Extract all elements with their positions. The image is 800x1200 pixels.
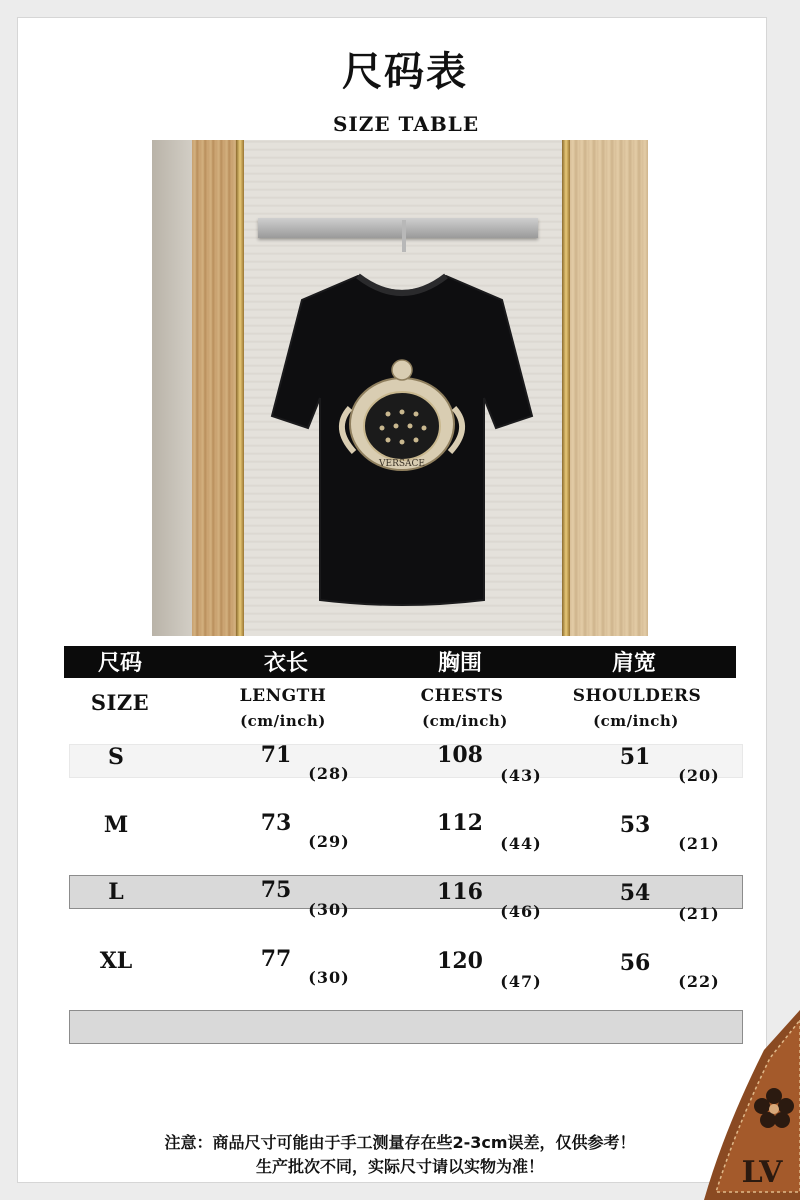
length-cm: 73 bbox=[260, 810, 292, 836]
shoulder-inch: (20) bbox=[678, 766, 720, 785]
length-inch: (30) bbox=[308, 900, 350, 919]
length-inch: (28) bbox=[308, 764, 350, 783]
table-row-size: S bbox=[108, 744, 124, 770]
shoulder-cm: 56 bbox=[619, 950, 651, 976]
header-chest-unit: (cm/inch) bbox=[422, 712, 508, 730]
chest-cm: 108 bbox=[437, 742, 483, 768]
crest-brand-text: VERSACE bbox=[379, 459, 425, 469]
chest-inch: (44) bbox=[500, 834, 542, 853]
header-chest-cn: 胸围 bbox=[437, 651, 482, 676]
header-shoulder-cn: 肩宽 bbox=[611, 651, 656, 676]
chest-cm: 112 bbox=[437, 810, 483, 836]
chest-cm: 120 bbox=[437, 948, 483, 974]
header-size-cn: 尺码 bbox=[97, 651, 142, 676]
length-cm: 71 bbox=[260, 742, 292, 768]
header-length-unit: (cm/inch) bbox=[240, 712, 326, 730]
monogram-text: LV bbox=[741, 1155, 783, 1190]
chest-inch: (46) bbox=[500, 902, 542, 921]
chest-inch: (47) bbox=[500, 972, 542, 991]
table-row-size: XL bbox=[99, 948, 133, 974]
chest-inch: (43) bbox=[500, 766, 542, 785]
length-inch: (29) bbox=[308, 832, 350, 851]
header-length-cn: 衣长 bbox=[263, 651, 308, 676]
table-row-size: M bbox=[103, 812, 129, 838]
title-english: SIZE TABLE bbox=[332, 112, 480, 136]
product-photo bbox=[152, 140, 648, 636]
brand-badge bbox=[704, 1010, 800, 1200]
length-cm: 75 bbox=[260, 877, 292, 903]
hanging-rail bbox=[258, 218, 538, 238]
shoulder-cm: 53 bbox=[619, 812, 651, 838]
table-row-size: L bbox=[108, 879, 124, 905]
wood-panel-left bbox=[192, 140, 242, 636]
shoulder-inch: (21) bbox=[678, 834, 720, 853]
chest-cm: 116 bbox=[437, 879, 483, 905]
note-batch-difference: 生产批次不同，实际尺寸请以实物为准！ bbox=[255, 1157, 544, 1176]
shoulder-cm: 54 bbox=[619, 880, 651, 906]
row-background-empty bbox=[69, 1010, 743, 1044]
length-cm: 77 bbox=[260, 946, 292, 972]
header-length-en: LENGTH bbox=[239, 686, 327, 706]
shoulder-cm: 51 bbox=[619, 744, 651, 770]
tshirt-image bbox=[270, 248, 534, 620]
length-inch: (30) bbox=[308, 968, 350, 987]
header-chest-en: CHESTS bbox=[420, 686, 504, 706]
gold-trim-right bbox=[562, 140, 570, 636]
shoulder-inch: (21) bbox=[678, 904, 720, 923]
header-shoulder-en: SHOULDERS bbox=[572, 686, 702, 706]
title-chinese: 尺码表 bbox=[342, 49, 468, 95]
note-measurement-error: 注意：商品尺寸可能由于手工测量存在些2-3cm误差，仅供参考！ bbox=[164, 1133, 636, 1152]
wood-panel-right bbox=[570, 140, 648, 636]
header-size-en: SIZE bbox=[90, 690, 150, 715]
shoulder-inch: (22) bbox=[678, 972, 720, 991]
header-shoulder-unit: (cm/inch) bbox=[593, 712, 679, 730]
gold-trim-left bbox=[236, 140, 244, 636]
